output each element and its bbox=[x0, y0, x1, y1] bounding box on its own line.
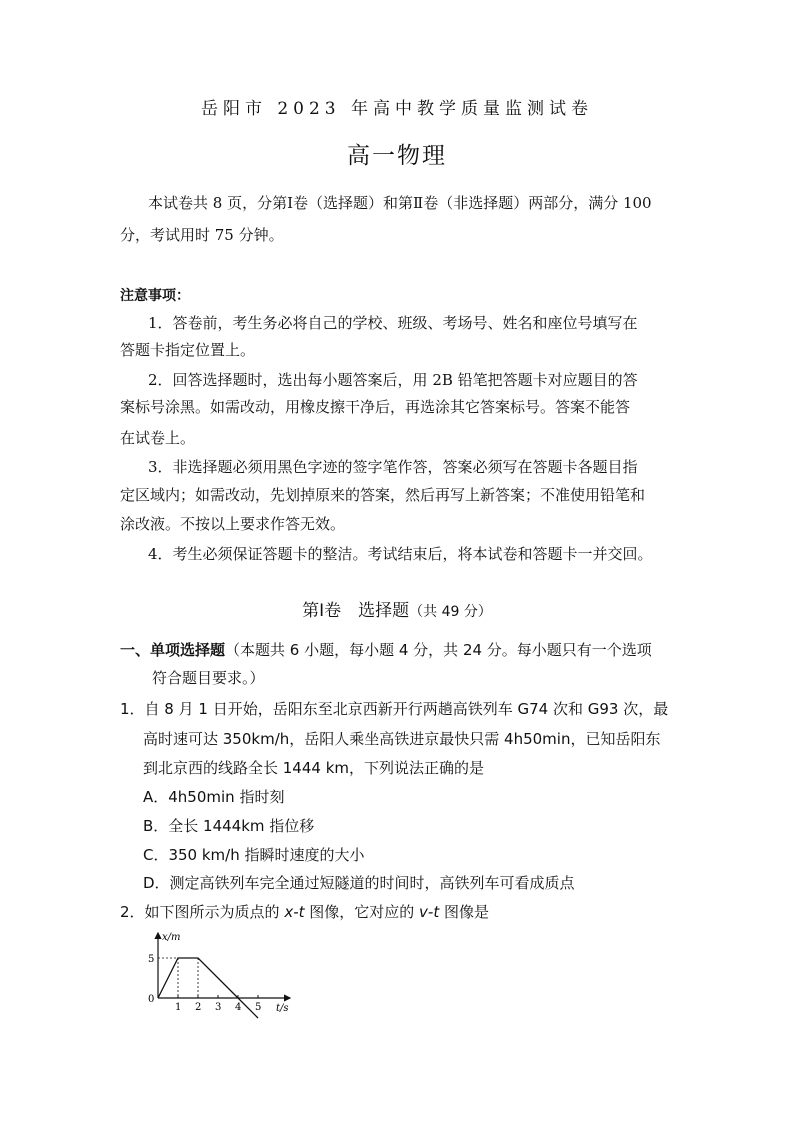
part1-desc: （本题共 6 小题，每小题 4 分，共 24 分。每小题只有一个选项 bbox=[225, 641, 652, 659]
q1-option-a: A．4h50min 指时刻 bbox=[143, 788, 285, 806]
q1-stem-line: 到北京西的线路全长 1444 km，下列说法正确的是 bbox=[143, 759, 485, 777]
notice-line: 3．非选择题必须用黑色字迹的签字笔作答，答案必须写在答题卡各题目指 bbox=[148, 458, 638, 476]
part1-desc-line-2: 符合题目要求。） bbox=[152, 669, 265, 687]
q2-var-vt: v-t bbox=[419, 903, 440, 921]
part1-heading: 一、单项选择题 bbox=[120, 641, 226, 659]
xt-graph bbox=[140, 928, 300, 1023]
notice-line: 4．考生必须保证答题卡的整洁。考试结束后，将本试卷和答题卡一并交回。 bbox=[148, 545, 653, 563]
q1-stem-line: 高时速可达 350km/h，岳阳人乘坐高铁进京最快只需 4h50min，已知岳阳东 bbox=[143, 730, 661, 748]
notice-line: 涂改液。不按以上要求作答无效。 bbox=[120, 515, 346, 533]
subject-title: 高一物理 bbox=[347, 143, 447, 169]
notice-line: 案标号涂黑。如需改动，用橡皮擦干净后，再选涂其它答案标号。答案不能答 bbox=[120, 398, 631, 416]
q1-stem-line: 1．自 8 月 1 日开始，岳阳东至北京西新开行两趟高铁列车 G74 次和 G93 次，最 bbox=[120, 700, 669, 718]
xt-series-line bbox=[158, 958, 258, 1018]
q2-stem bbox=[120, 902, 489, 922]
section-title bbox=[0, 600, 794, 623]
part1-heading-line bbox=[120, 640, 652, 660]
notice-line: 在试卷上。 bbox=[120, 429, 196, 447]
notice-line: 定区域内；如需改动，先划掉原来的答案，然后再写上新答案；不准使用铅笔和 bbox=[120, 486, 646, 504]
notice-line: 2．回答选择题时，选出每小题答案后，用 2B 铅笔把答题卡对应题目的答 bbox=[148, 371, 638, 389]
origin-label: 0 bbox=[148, 994, 155, 1005]
x-axis-label: t/s bbox=[276, 1003, 289, 1014]
x-tick-label: 4 bbox=[235, 1002, 242, 1013]
intro-line-1: 本试卷共 8 页，分第Ⅰ卷（选择题）和第Ⅱ卷（非选择题）两部分，满分 100 bbox=[148, 194, 652, 212]
notice-heading: 注意事项： bbox=[120, 288, 190, 304]
x-tick-label: 5 bbox=[255, 1002, 262, 1013]
q2-stem-prefix: 2．如下图所示为质点的 bbox=[120, 903, 285, 921]
section-title-text: 第Ⅰ卷 选择题 bbox=[302, 601, 410, 621]
q2-var-xt: x-t bbox=[284, 903, 305, 921]
q1-option-d: D．测定高铁列车完全通过短隧道的时间时，高铁列车可看成质点 bbox=[143, 874, 575, 892]
y-tick-label: 5 bbox=[148, 954, 155, 965]
exam-title: 岳阳市 2023 年高中教学质量监测试卷 bbox=[200, 99, 594, 119]
x-tick-label: 2 bbox=[195, 1002, 202, 1013]
x-tick-label: 3 bbox=[215, 1002, 222, 1013]
q2-stem-suffix: 图像是 bbox=[439, 903, 489, 921]
q1-option-c: C．350 km/h 指瞬时速度的大小 bbox=[143, 846, 365, 864]
q1-option-b: B．全长 1444km 指位移 bbox=[143, 817, 315, 835]
notice-line: 1．答卷前，考生务必将自己的学校、班级、考场号、姓名和座位号填写在 bbox=[148, 314, 638, 332]
notice-line: 答题卡指定位置上。 bbox=[120, 341, 256, 359]
y-axis-label: x/m bbox=[162, 932, 181, 943]
q2-stem-mid: 图像，它对应的 bbox=[304, 903, 420, 921]
x-tick-label: 1 bbox=[175, 1002, 182, 1013]
intro-line-2: 分，考试用时 75 分钟。 bbox=[120, 226, 284, 244]
section-score: （共 49 分） bbox=[409, 604, 492, 620]
